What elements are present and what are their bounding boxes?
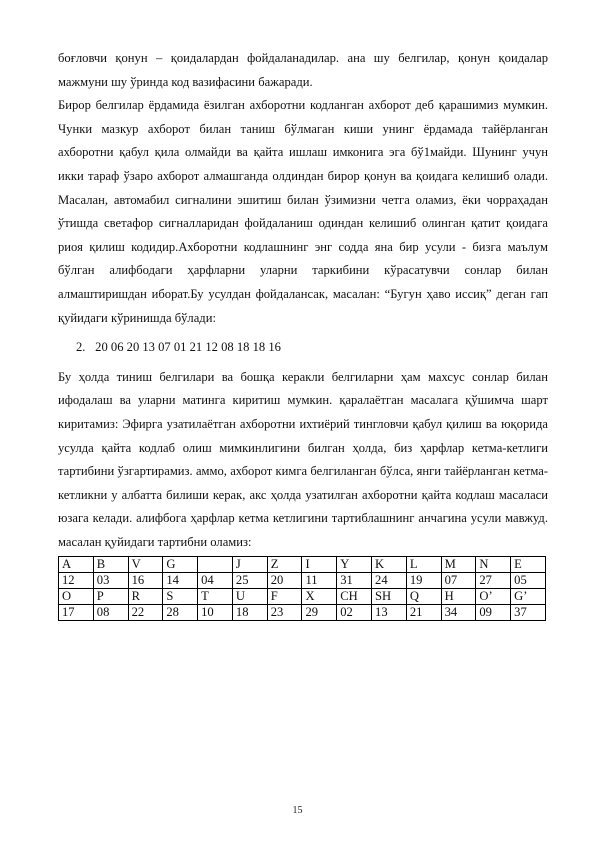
paragraph-2: Бирор белгилар ёрдамида ёзилган ахборотни кодланган ахборот деб қарашимиз мумкин. Чунки мазкур ахборот билан таниш бўлмаган киши унинг ёрдамада тайёрланган ахборотни қабул қила олмайди ва қайта ишлаш имконига эга бў1майди. Шунинг учун икки тараф ўзаро ахборот алмашганда олдиндан бирор қонун ва қоидага келишиб олади. Масалан, автомабил сигналини эшитиш билан ўзимизни четга оламиз, ёки чорраҳадан ўтишда светафор сигналларидан фойдаланиш одиндан келишиб олинган қатит қоидага риоя қилиш кодидир.Ахборотни кодлашнинг энг содда яна бир усули - бизга маълум бўлган алифбодаги ҳарфларни уларни таркибини кўрасатувчи сонлар билан алмаштиришдан иборат.Бу усулдан фойдалансак, масалан: “Бугун ҳаво иссиқ” деган гап қуйидаги кўринишда бўлади: bbox=[58, 98, 548, 325]
table-cell: 12 bbox=[59, 573, 94, 589]
table-cell: F bbox=[267, 589, 302, 605]
table-cell: 31 bbox=[337, 573, 372, 589]
table-cell: 02 bbox=[337, 605, 372, 621]
table-cell: 03 bbox=[93, 573, 128, 589]
table-cell: 27 bbox=[476, 573, 511, 589]
table-cell: 10 bbox=[198, 605, 233, 621]
table-cell: 29 bbox=[302, 605, 337, 621]
table-cell: L bbox=[406, 557, 441, 573]
table-cell: V bbox=[128, 557, 163, 573]
table-cell: 11 bbox=[302, 573, 337, 589]
table-cell: 37 bbox=[511, 605, 546, 621]
table-cell: B bbox=[93, 557, 128, 573]
table-cell: 18 bbox=[232, 605, 267, 621]
table-cell: 16 bbox=[128, 573, 163, 589]
table-cell: P bbox=[93, 589, 128, 605]
table-row bbox=[59, 573, 546, 589]
table-cell: O bbox=[59, 589, 94, 605]
table-cell: Q bbox=[406, 589, 441, 605]
table-cell: Y bbox=[337, 557, 372, 573]
table-cell: 05 bbox=[511, 573, 546, 589]
table-cell: I bbox=[302, 557, 337, 573]
alphabet-code-table bbox=[58, 556, 546, 621]
table-cell: J bbox=[232, 557, 267, 573]
table-cell: 23 bbox=[267, 605, 302, 621]
table-cell: 34 bbox=[441, 605, 476, 621]
table-cell: 14 bbox=[163, 573, 198, 589]
table-cell bbox=[198, 557, 233, 573]
list-item bbox=[58, 336, 548, 360]
table-cell: 13 bbox=[372, 605, 407, 621]
table-cell: Z bbox=[267, 557, 302, 573]
table-cell: 19 bbox=[406, 573, 441, 589]
table-cell: G bbox=[163, 557, 198, 573]
page-number: 15 bbox=[292, 805, 303, 816]
table-cell: 21 bbox=[406, 605, 441, 621]
table-cell: M bbox=[441, 557, 476, 573]
paragraph-1: боғловчи қонун – қоидалардан фойдаланадилар. ана шу белгилар, қонун қоидалар мажмуни шу ўринда код вазифасини бажаради. bbox=[58, 51, 548, 89]
table-cell: H bbox=[441, 589, 476, 605]
table-row bbox=[59, 589, 546, 605]
table-row bbox=[59, 557, 546, 573]
document-body bbox=[58, 47, 548, 621]
table-cell: 17 bbox=[59, 605, 94, 621]
table-cell: CH bbox=[337, 589, 372, 605]
table-cell: 08 bbox=[93, 605, 128, 621]
table-cell: R bbox=[128, 589, 163, 605]
table-cell: 20 bbox=[267, 573, 302, 589]
table-cell: U bbox=[232, 589, 267, 605]
table-cell: K bbox=[372, 557, 407, 573]
table-cell: SH bbox=[372, 589, 407, 605]
table-cell: 04 bbox=[198, 573, 233, 589]
table-cell: 28 bbox=[163, 605, 198, 621]
table-cell: T bbox=[198, 589, 233, 605]
list-item-number: 2. bbox=[76, 340, 86, 355]
paragraph-3: Бу ҳолда тиниш белгилари ва бошқа керакли белгиларни ҳам махсус сонлар билан ифодалаш ва уларни матинга киритиш мумкин. қаралаётган масалага қўшимча шарт киритамиз: Эфирга узатилаётган ахборотни ихтиёрий тингловчи қабул қилиш ва юқорида усулда қайта кодлаб олиш мимкинлигини билган ҳолда, биз ҳарфлар кетма-кетлиги тартибини ўзгартирамиз. аммо, ахборот кимга белгиланган бўлса, янги тайёрланган кетма-кетликни у албатта билиши керак, акс ҳолда узатилган ахборотни қайта кодлаш масаласи юзага келади. алифбога ҳарфлар кетма кетлигини тартиблашнинг анчагина усули мавжуд. масалан қуйидаги тартибни оламиз: bbox=[58, 369, 548, 549]
table-row bbox=[59, 605, 546, 621]
table-cell: 07 bbox=[441, 573, 476, 589]
table-cell: 24 bbox=[372, 573, 407, 589]
table-cell: G’ bbox=[511, 589, 546, 605]
table-cell: X bbox=[302, 589, 337, 605]
table-cell: 25 bbox=[232, 573, 267, 589]
table-cell: S bbox=[163, 589, 198, 605]
table-cell: E bbox=[511, 557, 546, 573]
list-item-text: 20 06 20 13 07 01 21 12 08 18 18 16 bbox=[95, 340, 281, 355]
table-cell: O’ bbox=[476, 589, 511, 605]
table-cell: 22 bbox=[128, 605, 163, 621]
table-cell: A bbox=[59, 557, 94, 573]
table-cell: N bbox=[476, 557, 511, 573]
table-cell: 09 bbox=[476, 605, 511, 621]
